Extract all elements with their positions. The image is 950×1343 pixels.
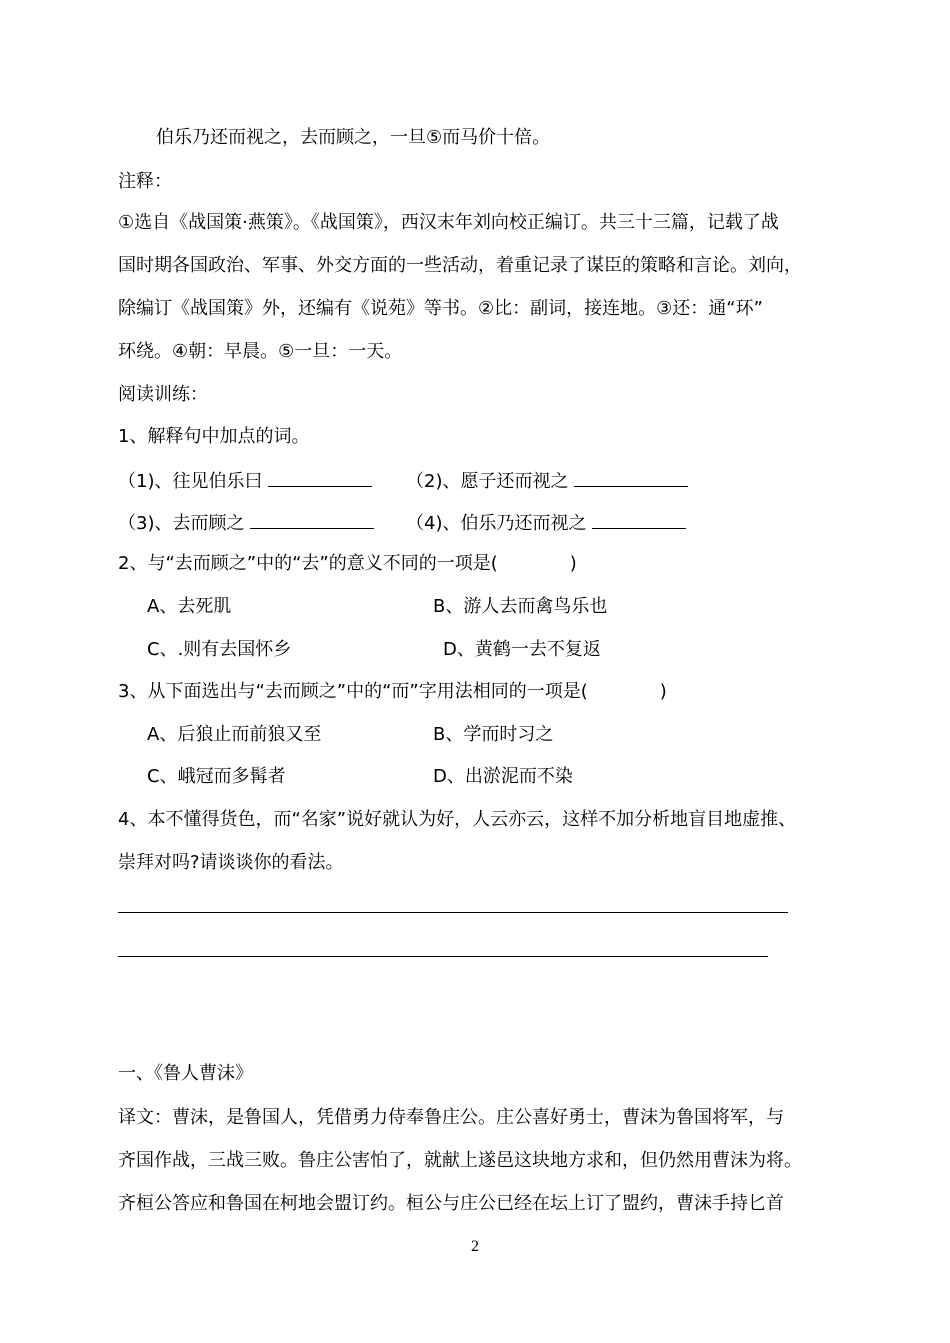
- q1-item-label: （2)、愿子还而视之: [406, 471, 569, 492]
- translation-line: 齐国作战，三战三败。鲁庄公害怕了，就献上遂邑这块地方求和，但仍然用曹沫为将。: [118, 1150, 802, 1171]
- question-4-line: 崇拜对吗?请谈谈你的看法。: [118, 852, 344, 873]
- note-line: 国时期各国政治、军事、外交方面的一些活动，着重记录了谋臣的策略和言论。刘向，: [118, 255, 802, 276]
- q1-item-label: （1)、往见伯乐曰: [118, 471, 263, 492]
- q3-option-a[interactable]: A、后狼止而前狼又至: [147, 724, 322, 745]
- q1-item-4: [406, 510, 686, 536]
- translation-line: 齐桓公答应和鲁国在柯地会盟订约。桓公与庄公已经在坛上订了盟约，曹沫手持匕首: [118, 1193, 784, 1214]
- q2-option-d[interactable]: D、黄鹤一去不复返: [443, 639, 601, 660]
- answer-blank[interactable]: [574, 468, 688, 487]
- page-number: 2: [471, 1238, 479, 1255]
- answer-line[interactable]: [118, 956, 768, 957]
- note-line: ①选自《战国策·燕策》。《战国策》，西汉末年刘向校正编订。共三十三篇，记载了战: [118, 212, 779, 233]
- note-line: 除编订《战国策》外，还编有《说苑》等书。②比：副词，接连地。③还：通“环”: [118, 298, 763, 319]
- q2-option-b[interactable]: B、游人去而禽鸟乐也: [433, 596, 608, 617]
- answer-line[interactable]: [118, 912, 788, 913]
- q3-option-d[interactable]: D、出淤泥而不染: [433, 766, 573, 787]
- q1-item-2: [406, 468, 688, 494]
- q2-option-a[interactable]: A、去死肌: [147, 596, 232, 617]
- q3-option-c[interactable]: C、峨冠而多髯者: [147, 766, 286, 787]
- q1-item-label: （4)、伯乐乃还而视之: [406, 513, 587, 534]
- note-line: 环绕。④朝：早晨。⑤一旦：一天。: [118, 341, 403, 362]
- question-1-stem: 1、解释句中加点的词。: [118, 426, 310, 447]
- question-4-line: 4、本不懂得货色，而“名家”说好就认为好，人云亦云，这样不加分析地盲目地虚推、: [118, 809, 797, 830]
- passage-end: 伯乐乃还而视之，去而顾之，一旦⑤而马价十倍。: [156, 127, 551, 148]
- notes-heading: 注释：: [118, 171, 172, 192]
- q1-item-1: [118, 468, 372, 494]
- q2-option-c[interactable]: C、.则有去国怀乡: [147, 639, 292, 660]
- q1-item-label: （3)、去而顾之: [118, 513, 245, 534]
- q1-item-3: [118, 510, 374, 536]
- answer-blank[interactable]: [268, 468, 372, 487]
- question-2-stem: 2、与“去而顾之”中的“去”的意义不同的一项是( ): [118, 553, 577, 574]
- answer-blank[interactable]: [250, 510, 374, 529]
- q3-option-b[interactable]: B、学而时习之: [433, 724, 554, 745]
- section-title: 一、《鲁人曹沫》: [118, 1063, 253, 1084]
- question-3-stem: 3、从下面选出与“去而顾之”中的“而”字用法相同的一项是( ): [118, 681, 667, 702]
- answer-blank[interactable]: [592, 510, 686, 529]
- translation-line: 译文：曹沫，是鲁国人，凭借勇力侍奉鲁庄公。庄公喜好勇士，曹沫为鲁国将军，与: [118, 1107, 784, 1128]
- training-heading: 阅读训练：: [118, 384, 208, 405]
